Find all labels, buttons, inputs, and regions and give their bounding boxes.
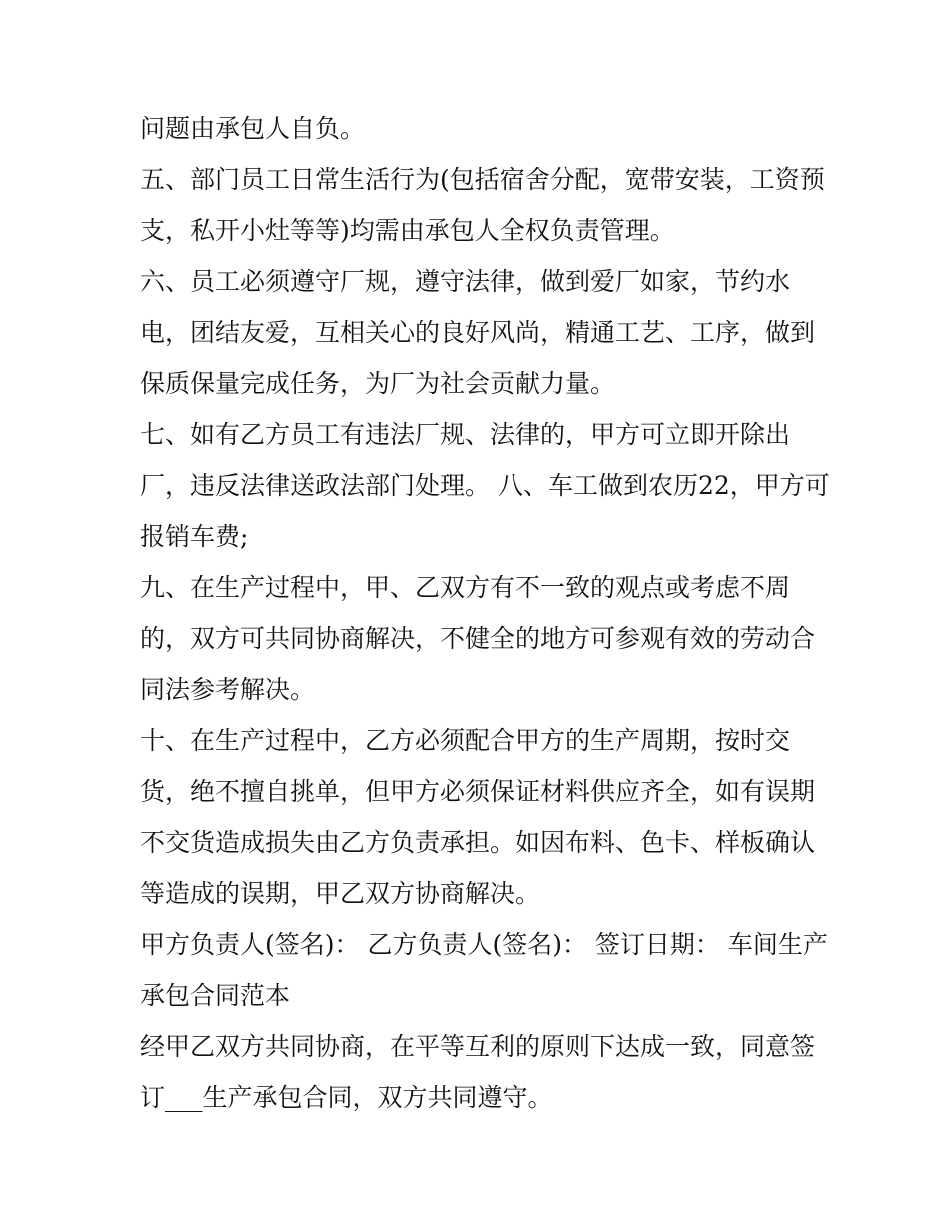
paragraph-clause-10: 十、在生产过程中，乙方必须配合甲方的生产周期，按时交货，绝不擅自挑单，但甲方必须保证材料供应齐全，如有误期不交货造成损失由乙方负责承担。如因布料、色卡、样板确认等造成的误期，甲乙双方协商解决。 — [140, 726, 816, 908]
paragraph-clause-9: 九、在生产过程中，甲、乙双方有不一致的观点或考虑不周的，双方可共同协商解决，不健全的地方可参观有效的劳动合同法参考解决。 — [140, 573, 816, 704]
document-body — [140, 103, 830, 1123]
paragraph-clause-6: 六、员工必须遵守厂规，遵守法律，做到爱厂如家，节约水电，团结友爱，互相关心的良好风尚，精通工艺、工序，做到保质保量完成任务，为厂为社会贡献力量。 — [140, 267, 816, 398]
paragraph-clause-7-8: 七、如有乙方员工有违法厂规、法律的，甲方可立即开除出厂，违反法律送政法部门处理。 八、车工做到农历22，甲方可报销车费; — [140, 420, 830, 551]
paragraph-intro: 经甲乙双方共同协商，在平等互利的原则下达成一致，同意签订___生产承包合同，双方共同遵守。 — [140, 1032, 816, 1112]
paragraph-clause-5: 五、部门员工日常生活行为(包括宿舍分配，宽带安装，工资预支，私开小灶等等)均需由承包人全权负责管理。 — [140, 165, 825, 245]
paragraph-continuation: 问题由承包人自负。 — [140, 114, 366, 143]
paragraph-signatures: 甲方负责人(签名)： 乙方负责人(签名)： 签订日期： 车间生产承包合同范本 — [140, 930, 828, 1010]
